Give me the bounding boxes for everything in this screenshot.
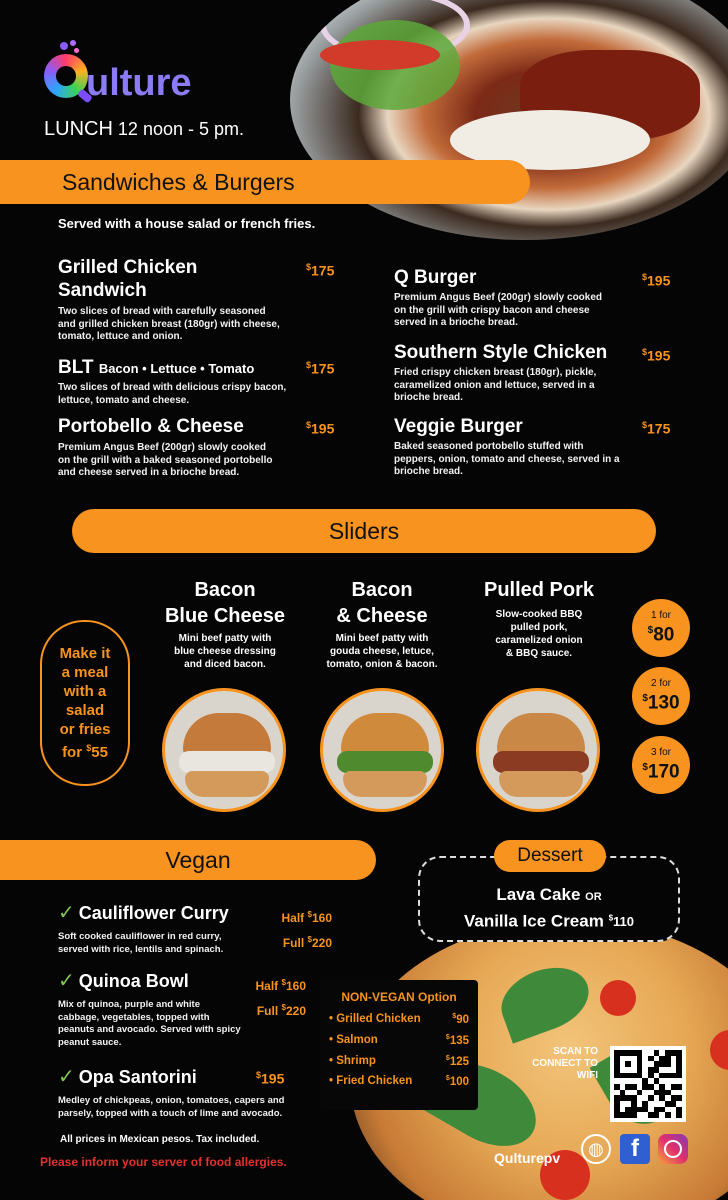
slider-photo [476, 688, 600, 812]
section-header-vegan: Vegan [0, 840, 376, 880]
price: $195 [642, 347, 671, 364]
meal-label: LUNCH [44, 118, 113, 140]
slider-bacon-cheese: Bacon & Cheese Mini beef patty with gouda cheese, letuce, tomato, onion & bacon. [326, 579, 438, 670]
menu-item-veggie-burger: Veggie Burger Baked seasoned portobello stuffed with peppers, onion, tomato and cheese, served in a brioche bread. [394, 416, 620, 477]
scan-wifi-label: SCAN TO CONNECT TO WIFI [532, 1046, 598, 1081]
qulture-logo [44, 40, 234, 110]
slider-pulled-pork: Pulled Pork Slow-cooked BBQ pulled pork, caramelized onion & BBQ sauce. [483, 579, 595, 659]
allergy-note: Please inform your server of food allergies. [40, 1155, 287, 1169]
slider-photo [162, 688, 286, 812]
logo-wordmark: ulture [86, 62, 192, 104]
served-note: Served with a house salad or french fries. [58, 216, 316, 231]
price-half-full: Half $160 Full $220 [281, 910, 332, 950]
deal-badge: 1 for $80 [632, 599, 690, 657]
menu-item-cauliflower-curry: ✓ Cauliflower Curry Soft cooked cauliflower in red curry, served with rice, lentils and spinach. [58, 902, 229, 955]
leaf-icon: ✓ [58, 902, 75, 924]
price: $175 [642, 420, 671, 437]
slider-bacon-blue-cheese: Bacon Blue Cheese Mini beef patty with blue cheese dressing and diced bacon. [164, 579, 286, 670]
prices-note: All prices in Mexican pesos. Tax included. [60, 1134, 260, 1145]
price: $195 [306, 420, 335, 437]
slider-photo [320, 688, 444, 812]
deal-badge: 2 for $130 [632, 667, 690, 725]
leaf-icon: ✓ [58, 970, 75, 992]
hours-text: 12 noon - 5 pm. [117, 119, 245, 139]
facebook-icon[interactable]: f [620, 1134, 650, 1164]
price: $195 [642, 272, 671, 289]
menu-item-opa-santorini: ✓ Opa Santorini Medley of chickpeas, onion, tomatoes, capers and parsely, topped with a touch of lime and avocado. [58, 1066, 285, 1119]
price: $175 [306, 262, 335, 279]
leaf-icon: ✓ [58, 1066, 75, 1088]
price: $195 [256, 1070, 285, 1087]
menu-item-grilled-chicken: Grilled Chicken Sandwich Two slices of bread with carefully seasoned and grilled chicken breast (180gr) with cheese, tomato, lettuce and onion. [58, 257, 280, 342]
wifi-qr-code[interactable] [610, 1046, 686, 1122]
social-handle: Qulturepv [494, 1150, 561, 1166]
menu-item-southern-chicken: Southern Style Chicken Fried crispy chicken breast (180gr), pickle, caramelized onion and lettuce, served in a brioche bread. [394, 342, 608, 403]
menu-item-blt: BLT Bacon • Lettuce • Tomato Two slices of bread with delicious crispy bacon, lettuce, tomato and cheese. [58, 357, 287, 406]
lunch-hours [44, 118, 244, 141]
price-half-full: Half $160 Full $220 [255, 978, 306, 1018]
dessert-box: Lava Cake OR Vanilla Ice Cream $110 [418, 856, 680, 942]
menu-item-portobello: Portobello & Cheese Premium Angus Beef (200gr) slowly cooked on the grill with a baked seasoned portobello and cheese served in a brioche bread. [58, 416, 273, 478]
menu-item-quinoa-bowl: ✓ Quinoa Bowl Mix of quinoa, purple and white cabbage, vegetables, topped with peanuts and avocado. Served with spicy peanut sauce. [58, 970, 241, 1048]
make-it-a-meal-badge: Make it a meal with a salad or fries for $55 [40, 620, 130, 786]
burger-photo [290, 0, 728, 240]
menu-item-q-burger: Q Burger Premium Angus Beef (200gr) slowly cooked on the grill with crispy bacon and cheese served in a brioche bread. [394, 267, 603, 328]
globe-icon[interactable]: ◍ [581, 1134, 611, 1164]
section-header-sandwiches: Sandwiches & Burgers [0, 160, 530, 204]
section-header-sliders: Sliders [72, 509, 656, 553]
deal-badge: 3 for $170 [632, 736, 690, 794]
section-header-dessert: Dessert [494, 840, 606, 872]
non-vegan-options: NON-VEGAN Option • Grilled Chicken $90 • Salmon $135 • Shrimp $125 • Fried Chicken $100 [320, 980, 478, 1110]
price: $175 [306, 360, 335, 377]
instagram-icon[interactable] [658, 1134, 688, 1164]
